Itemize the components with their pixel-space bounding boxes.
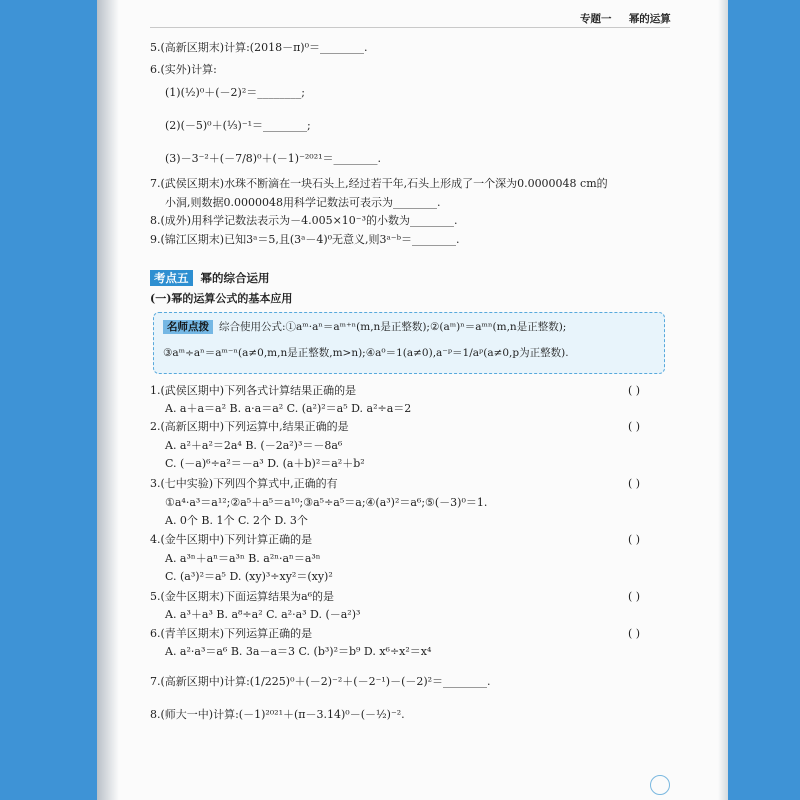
problem-7: 7.(武侯区期末)水珠不断滴在一块石头上,经过若干年,石头上形成了一个深为0.0000048 cm的	[150, 177, 608, 190]
section-heading	[150, 270, 270, 286]
mc-3-options: A. 0个 B. 1个 C. 2个 D. 3个	[165, 514, 308, 527]
answer-paren: ( )	[628, 533, 641, 546]
mc-2-options-ab: A. a²＋a²＝2a⁴ B. (－2a²)³＝－8a⁶	[165, 439, 343, 452]
page-header	[580, 11, 671, 26]
mc-1-question: 1.(武侯区期中)下列各式计算结果正确的是	[150, 384, 357, 397]
page-corner-mark	[650, 775, 670, 795]
answer-paren: ( )	[628, 420, 641, 433]
problem-9: 9.(锦江区期末)已知3ᵃ＝5,且(3ᵃ－4)⁰无意义,则3ᵃ⁻ᵇ＝________.	[150, 233, 460, 246]
answer-paren: ( )	[628, 477, 641, 490]
page-gutter-shadow	[97, 0, 119, 800]
section-title: 幂的综合运用	[200, 271, 270, 285]
tip-line-1	[163, 320, 566, 334]
tip-text-1: 综合使用公式:①aᵐ·aⁿ＝aᵐ⁺ⁿ(m,n是正整数);②(aᵐ)ⁿ＝aᵐⁿ(m,n是正整数);	[219, 321, 567, 333]
mc-2-options-cd: C. (－a)⁶÷a²＝－a³ D. (a＋b)²＝a²＋b²	[165, 457, 365, 470]
mc-6-question: 6.(青羊区期末)下列运算正确的是	[150, 627, 313, 640]
page-edge-shadow	[718, 0, 728, 800]
mc-4-options-ab: A. a³ⁿ＋aⁿ＝a³ⁿ B. a²ⁿ·aⁿ＝a³ⁿ	[165, 552, 321, 565]
mc-6-options: A. a²·a³＝a⁶ B. 3a－a＝3 C. (b³)²＝b⁹ D. x⁶÷x²＝x⁴	[165, 645, 432, 658]
mc-3-statements: ①a⁴·a³＝a¹²;②a⁵＋a⁵＝a¹⁰;③a⁵÷a⁵＝a;④(a³)²＝a⁶;⑤(－3)⁰＝1.	[165, 496, 488, 509]
subsection-heading: (一)幂的运算公式的基本应用	[150, 292, 293, 305]
mc-2-question: 2.(高新区期中)下列运算中,结果正确的是	[150, 420, 349, 433]
problem-6-part-2: (2)(－5)⁰＋(⅓)⁻¹＝________;	[165, 119, 311, 132]
mc-5-options: A. a³＋a³ B. a⁸÷a² C. a²·a³ D. (－a²)³	[165, 608, 361, 621]
mc-3-question: 3.(七中实验)下列四个算式中,正确的有	[150, 477, 338, 490]
problem-8-bottom: 8.(师大一中)计算:(－1)²⁰²¹＋(π－3.14)⁰－(－½)⁻².	[150, 708, 405, 721]
chapter-title: 幂的运算	[628, 13, 671, 25]
problem-7-cont: 小洞,则数据0.0000048用科学记数法可表示为________.	[165, 196, 441, 209]
answer-paren: ( )	[628, 627, 641, 640]
mc-4-options-cd: C. (a³)²＝a⁵ D. (xy)³÷xy²＝(xy)²	[165, 570, 333, 583]
problem-5: 5.(高新区期末)计算:(2018－π)⁰＝________.	[150, 41, 368, 54]
section-tag: 考点五	[150, 270, 193, 286]
problem-6-part-1: (1)(½)⁰＋(－2)²＝________;	[165, 86, 305, 99]
problem-6: 6.(实外)计算:	[150, 63, 217, 76]
problem-8: 8.(成外)用科学记数法表示为－4.005×10⁻³的小数为________.	[150, 214, 458, 227]
problem-6-part-3: (3)－3⁻²＋(－7/8)⁰＋(－1)⁻²⁰²¹＝________.	[165, 152, 382, 165]
answer-paren: ( )	[628, 384, 641, 397]
mc-1-options: A. a＋a＝a² B. a·a＝a² C. (a²)²＝a⁵ D. a²÷a＝2	[165, 402, 412, 415]
header-divider	[150, 27, 670, 28]
chapter-label: 专题一	[580, 13, 612, 25]
tip-line-2: ③aᵐ÷aⁿ＝aᵐ⁻ⁿ(a≠0,m,n是正整数,m>n);④a⁰＝1(a≠0),a⁻ᵖ＝1/aᵖ(a≠0,p为正整数).	[163, 347, 569, 359]
tip-label: 名师点拨	[163, 320, 213, 334]
problem-7-bottom: 7.(高新区期中)计算:(1/225)⁰＋(－2)⁻²＋(－2⁻¹)－(－2)²＝________.	[150, 675, 491, 688]
mc-4-question: 4.(金牛区期中)下列计算正确的是	[150, 533, 313, 546]
mc-5-question: 5.(金牛区期末)下面运算结果为a⁶的是	[150, 590, 335, 603]
answer-paren: ( )	[628, 590, 641, 603]
